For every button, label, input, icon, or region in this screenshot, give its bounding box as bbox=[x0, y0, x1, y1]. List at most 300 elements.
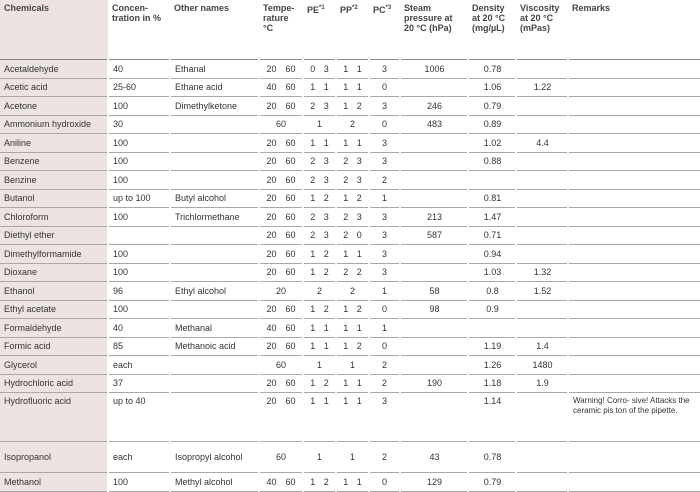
cell-other-names bbox=[170, 374, 259, 393]
cell-pp bbox=[336, 171, 369, 190]
header-pp-footnote: *2 bbox=[352, 5, 358, 11]
cell-pp bbox=[336, 442, 369, 473]
cell-pp-value: 2 bbox=[349, 119, 355, 130]
header-temperature: Tempe- rature °C bbox=[259, 0, 303, 60]
table-row bbox=[0, 60, 700, 79]
cell-concentration: 85 bbox=[108, 337, 170, 356]
cell-other-names: Ethanal bbox=[170, 60, 259, 79]
cell-temperature-value: 60 bbox=[275, 119, 286, 130]
cell-chemical: Hydrofluoric acid bbox=[0, 393, 108, 442]
table-row bbox=[0, 152, 700, 171]
cell-viscosity bbox=[516, 189, 568, 208]
cell-pp bbox=[336, 263, 369, 282]
cell-viscosity bbox=[516, 115, 568, 134]
cell-pp-high: 2 bbox=[356, 100, 362, 111]
cell-pe bbox=[303, 319, 336, 338]
cell-pp bbox=[336, 78, 369, 97]
cell-chemical: Ethanol bbox=[0, 282, 108, 301]
cell-pe-high: 1 bbox=[323, 396, 329, 406]
cell-steam-pressure bbox=[400, 263, 468, 282]
cell-pe-low: 1 bbox=[310, 476, 316, 487]
cell-steam-pressure: 1006 bbox=[400, 60, 468, 79]
cell-chemical: Ammonium hydroxide bbox=[0, 115, 108, 134]
cell-other-names: Isopropyl alcohol bbox=[170, 442, 259, 473]
cell-viscosity bbox=[516, 97, 568, 116]
cell-steam-pressure: 98 bbox=[400, 300, 468, 319]
cell-pe-low: 1 bbox=[310, 193, 316, 204]
cell-density: 0.89 bbox=[468, 115, 516, 134]
cell-remarks bbox=[568, 356, 700, 375]
cell-temperature bbox=[259, 208, 303, 227]
cell-other-names bbox=[170, 152, 259, 171]
cell-other-names bbox=[170, 226, 259, 245]
cell-temperature-low: 20 bbox=[266, 63, 277, 74]
cell-pe bbox=[303, 442, 336, 473]
cell-other-names bbox=[170, 245, 259, 264]
cell-temperature-low: 40 bbox=[266, 476, 277, 487]
cell-pe-low: 1 bbox=[310, 267, 316, 278]
cell-steam-pressure bbox=[400, 134, 468, 153]
cell-pe-low: 1 bbox=[310, 137, 316, 148]
cell-pp bbox=[336, 245, 369, 264]
cell-chemical: Benzene bbox=[0, 152, 108, 171]
cell-pe-high: 2 bbox=[323, 267, 329, 278]
cell-temperature-high: 60 bbox=[285, 230, 296, 241]
table-row bbox=[0, 374, 700, 393]
cell-temperature-low: 20 bbox=[266, 156, 277, 167]
cell-density: 0.78 bbox=[468, 442, 516, 473]
cell-temperature bbox=[259, 337, 303, 356]
cell-pc: 0 bbox=[369, 115, 400, 134]
cell-chemical: Chloroform bbox=[0, 208, 108, 227]
table-row bbox=[0, 134, 700, 153]
cell-other-names bbox=[170, 171, 259, 190]
cell-chemical: Ethyl acetate bbox=[0, 300, 108, 319]
cell-pe-low: 1 bbox=[310, 248, 316, 259]
table-row bbox=[0, 393, 700, 442]
cell-pp-low: 1 bbox=[343, 476, 349, 487]
cell-pp bbox=[336, 356, 369, 375]
cell-temperature-high: 60 bbox=[285, 82, 296, 93]
cell-pe-value: 1 bbox=[316, 119, 322, 130]
cell-pp bbox=[336, 152, 369, 171]
cell-pe-low: 1 bbox=[310, 396, 316, 406]
cell-pe-low: 0 bbox=[310, 63, 316, 74]
cell-temperature-value: 20 bbox=[275, 285, 286, 296]
cell-temperature-high: 60 bbox=[285, 137, 296, 148]
cell-pp-high: 1 bbox=[356, 396, 362, 406]
cell-remarks: Warning! Corro- sive! Attacks the ceramic pis ton of the pipette. bbox=[568, 393, 700, 442]
header-pe-footnote: *1 bbox=[319, 5, 325, 11]
cell-pp-low: 1 bbox=[343, 82, 349, 93]
cell-pc: 3 bbox=[369, 226, 400, 245]
cell-other-names: Methanal bbox=[170, 319, 259, 338]
cell-pp bbox=[336, 60, 369, 79]
cell-temperature-high: 60 bbox=[285, 267, 296, 278]
cell-other-names: Methyl alcohol bbox=[170, 473, 259, 492]
cell-pe-value: 2 bbox=[316, 285, 322, 296]
cell-pc: 1 bbox=[369, 319, 400, 338]
cell-pc: 1 bbox=[369, 189, 400, 208]
cell-pe bbox=[303, 226, 336, 245]
cell-pe bbox=[303, 208, 336, 227]
cell-other-names: Trichlormethane bbox=[170, 208, 259, 227]
cell-pp bbox=[336, 189, 369, 208]
header-pe-label: PE bbox=[307, 5, 320, 15]
header-pp bbox=[336, 0, 369, 60]
header-pc-label: PC bbox=[373, 5, 386, 15]
cell-chemical: Butanol bbox=[0, 189, 108, 208]
cell-pe-value: 1 bbox=[316, 359, 322, 370]
cell-temperature-high: 60 bbox=[285, 476, 296, 487]
cell-temperature-high: 60 bbox=[285, 211, 296, 222]
cell-temperature-high: 60 bbox=[285, 248, 296, 259]
cell-concentration: each bbox=[108, 356, 170, 375]
cell-pp-high: 1 bbox=[356, 248, 362, 259]
cell-concentration: 100 bbox=[108, 208, 170, 227]
cell-pe bbox=[303, 282, 336, 301]
cell-temperature-high: 60 bbox=[285, 322, 296, 333]
cell-temperature-high: 60 bbox=[285, 341, 296, 352]
cell-pe-high: 3 bbox=[323, 230, 329, 241]
cell-pc: 3 bbox=[369, 152, 400, 171]
header-pc bbox=[369, 0, 400, 60]
cell-viscosity bbox=[516, 319, 568, 338]
cell-remarks bbox=[568, 374, 700, 393]
cell-temperature-low: 20 bbox=[266, 211, 277, 222]
cell-pe bbox=[303, 393, 336, 442]
cell-temperature bbox=[259, 263, 303, 282]
cell-pe-high: 2 bbox=[323, 248, 329, 259]
cell-temperature-low: 20 bbox=[266, 174, 277, 185]
cell-remarks bbox=[568, 263, 700, 282]
cell-chemical: Formaldehyde bbox=[0, 319, 108, 338]
cell-temperature bbox=[259, 226, 303, 245]
cell-chemical: Acetone bbox=[0, 97, 108, 116]
cell-pe-high: 3 bbox=[323, 211, 329, 222]
cell-pp-high: 1 bbox=[356, 82, 362, 93]
cell-pp-low: 2 bbox=[343, 267, 349, 278]
cell-chemical: Hydrochloric acid bbox=[0, 374, 108, 393]
cell-density: 1.06 bbox=[468, 78, 516, 97]
cell-temperature bbox=[259, 171, 303, 190]
cell-other-names bbox=[170, 356, 259, 375]
cell-temperature bbox=[259, 282, 303, 301]
cell-concentration: 100 bbox=[108, 245, 170, 264]
cell-temperature bbox=[259, 97, 303, 116]
table-row bbox=[0, 208, 700, 227]
cell-pp bbox=[336, 226, 369, 245]
cell-pp-high: 1 bbox=[356, 378, 362, 389]
cell-pe-high: 1 bbox=[323, 137, 329, 148]
cell-pe-low: 1 bbox=[310, 322, 316, 333]
cell-temperature bbox=[259, 78, 303, 97]
cell-temperature-low: 20 bbox=[266, 378, 277, 389]
cell-pp-value: 1 bbox=[349, 452, 355, 462]
cell-other-names: Methanoic acid bbox=[170, 337, 259, 356]
cell-remarks bbox=[568, 115, 700, 134]
cell-steam-pressure: 58 bbox=[400, 282, 468, 301]
cell-remarks bbox=[568, 300, 700, 319]
cell-pp-low: 1 bbox=[343, 137, 349, 148]
cell-steam-pressure bbox=[400, 393, 468, 442]
cell-temperature bbox=[259, 374, 303, 393]
cell-temperature bbox=[259, 356, 303, 375]
cell-steam-pressure bbox=[400, 152, 468, 171]
cell-other-names: Ethane acid bbox=[170, 78, 259, 97]
cell-temperature bbox=[259, 152, 303, 171]
cell-viscosity bbox=[516, 226, 568, 245]
cell-pp-high: 3 bbox=[356, 174, 362, 185]
cell-pp-low: 1 bbox=[343, 100, 349, 111]
cell-viscosity: 4.4 bbox=[516, 134, 568, 153]
cell-other-names: Ethyl alcohol bbox=[170, 282, 259, 301]
cell-pe-high: 2 bbox=[323, 378, 329, 389]
table-row bbox=[0, 282, 700, 301]
cell-pe-low: 2 bbox=[310, 174, 316, 185]
cell-viscosity: 1.9 bbox=[516, 374, 568, 393]
cell-concentration: 30 bbox=[108, 115, 170, 134]
cell-concentration: 25-60 bbox=[108, 78, 170, 97]
cell-density: 0.88 bbox=[468, 152, 516, 171]
cell-pp-low: 2 bbox=[343, 156, 349, 167]
cell-pp-low: 1 bbox=[343, 248, 349, 259]
cell-pc: 3 bbox=[369, 245, 400, 264]
cell-pe-low: 2 bbox=[310, 230, 316, 241]
cell-temperature-high: 60 bbox=[285, 156, 296, 167]
cell-pe bbox=[303, 152, 336, 171]
cell-pp-value: 2 bbox=[349, 285, 355, 296]
cell-pe bbox=[303, 356, 336, 375]
cell-concentration: up to 100 bbox=[108, 189, 170, 208]
header-viscosity: Viscosity at 20 °C (mPas) bbox=[516, 0, 568, 60]
cell-other-names bbox=[170, 393, 259, 442]
cell-pp-high: 3 bbox=[356, 211, 362, 222]
cell-viscosity: 1.32 bbox=[516, 263, 568, 282]
cell-pe bbox=[303, 374, 336, 393]
cell-temperature bbox=[259, 442, 303, 473]
cell-chemical: Acetaldehyde bbox=[0, 60, 108, 79]
table-row bbox=[0, 300, 700, 319]
cell-temperature-low: 20 bbox=[266, 137, 277, 148]
cell-temperature-low: 20 bbox=[266, 396, 277, 406]
cell-viscosity: 1.4 bbox=[516, 337, 568, 356]
cell-remarks bbox=[568, 97, 700, 116]
cell-viscosity: 1.52 bbox=[516, 282, 568, 301]
cell-pc: 0 bbox=[369, 337, 400, 356]
table-row bbox=[0, 189, 700, 208]
cell-remarks bbox=[568, 319, 700, 338]
cell-pe-high: 1 bbox=[323, 82, 329, 93]
cell-chemical: Glycerol bbox=[0, 356, 108, 375]
table-row bbox=[0, 319, 700, 338]
cell-steam-pressure bbox=[400, 189, 468, 208]
header-remarks: Remarks bbox=[568, 0, 700, 60]
cell-temperature-high: 60 bbox=[285, 174, 296, 185]
cell-viscosity bbox=[516, 473, 568, 492]
cell-steam-pressure bbox=[400, 337, 468, 356]
cell-other-names bbox=[170, 115, 259, 134]
cell-temperature-low: 20 bbox=[266, 248, 277, 259]
cell-other-names: Butyl alcohol bbox=[170, 189, 259, 208]
cell-pe-high: 1 bbox=[323, 322, 329, 333]
table-row bbox=[0, 473, 700, 492]
cell-density: 1.18 bbox=[468, 374, 516, 393]
table-row bbox=[0, 115, 700, 134]
cell-pp bbox=[336, 300, 369, 319]
cell-viscosity bbox=[516, 300, 568, 319]
cell-pc: 1 bbox=[369, 282, 400, 301]
cell-other-names: Dimethylketone bbox=[170, 97, 259, 116]
cell-concentration: each bbox=[108, 442, 170, 473]
cell-concentration bbox=[108, 226, 170, 245]
cell-pe bbox=[303, 245, 336, 264]
cell-pe bbox=[303, 97, 336, 116]
cell-remarks bbox=[568, 60, 700, 79]
cell-concentration: 100 bbox=[108, 171, 170, 190]
cell-pe bbox=[303, 134, 336, 153]
cell-remarks bbox=[568, 152, 700, 171]
cell-concentration: 100 bbox=[108, 263, 170, 282]
cell-concentration: 37 bbox=[108, 374, 170, 393]
cell-other-names bbox=[170, 134, 259, 153]
cell-remarks bbox=[568, 208, 700, 227]
cell-steam-pressure: 213 bbox=[400, 208, 468, 227]
cell-steam-pressure: 246 bbox=[400, 97, 468, 116]
cell-steam-pressure bbox=[400, 78, 468, 97]
cell-pc: 3 bbox=[369, 208, 400, 227]
cell-pe-low: 1 bbox=[310, 378, 316, 389]
cell-pe-high: 2 bbox=[323, 193, 329, 204]
cell-pp-high: 2 bbox=[356, 304, 362, 315]
cell-pc: 3 bbox=[369, 263, 400, 282]
cell-pc: 0 bbox=[369, 78, 400, 97]
cell-pp-high: 1 bbox=[356, 63, 362, 74]
cell-chemical: Benzine bbox=[0, 171, 108, 190]
header-pp-label: PP bbox=[340, 5, 353, 15]
cell-steam-pressure bbox=[400, 356, 468, 375]
cell-temperature-low: 20 bbox=[266, 341, 277, 352]
cell-pe-high: 1 bbox=[323, 341, 329, 352]
cell-pc: 3 bbox=[369, 97, 400, 116]
cell-steam-pressure: 190 bbox=[400, 374, 468, 393]
table-row bbox=[0, 442, 700, 473]
cell-temperature-high: 60 bbox=[285, 378, 296, 389]
cell-pp-low: 1 bbox=[343, 396, 349, 406]
cell-temperature bbox=[259, 319, 303, 338]
header-other-names: Other names bbox=[170, 0, 259, 60]
cell-pe-low: 1 bbox=[310, 341, 316, 352]
cell-temperature-low: 20 bbox=[266, 100, 277, 111]
cell-chemical: Isopropanol bbox=[0, 442, 108, 473]
cell-concentration: up to 40 bbox=[108, 393, 170, 442]
cell-remarks bbox=[568, 473, 700, 492]
cell-pc: 2 bbox=[369, 171, 400, 190]
cell-pc: 0 bbox=[369, 473, 400, 492]
cell-remarks bbox=[568, 337, 700, 356]
cell-pe bbox=[303, 78, 336, 97]
cell-pp bbox=[336, 473, 369, 492]
cell-pp-low: 1 bbox=[343, 304, 349, 315]
cell-viscosity bbox=[516, 60, 568, 79]
cell-pp-low: 1 bbox=[343, 341, 349, 352]
cell-density: 1.47 bbox=[468, 208, 516, 227]
header-concentration: Concen- tration in % bbox=[108, 0, 170, 60]
cell-pe-high: 3 bbox=[323, 156, 329, 167]
cell-pe-high: 3 bbox=[323, 100, 329, 111]
cell-pe bbox=[303, 60, 336, 79]
cell-pe bbox=[303, 263, 336, 282]
cell-temperature-high: 60 bbox=[285, 63, 296, 74]
cell-pp bbox=[336, 282, 369, 301]
cell-pp bbox=[336, 374, 369, 393]
cell-pc: 3 bbox=[369, 393, 400, 442]
table-row bbox=[0, 171, 700, 190]
cell-pp-high: 2 bbox=[356, 267, 362, 278]
cell-density: 1.02 bbox=[468, 134, 516, 153]
cell-pe-low: 2 bbox=[310, 156, 316, 167]
cell-pp-high: 3 bbox=[356, 156, 362, 167]
cell-remarks bbox=[568, 282, 700, 301]
cell-pp-high: 2 bbox=[356, 341, 362, 352]
cell-steam-pressure bbox=[400, 171, 468, 190]
cell-pe-low: 1 bbox=[310, 304, 316, 315]
cell-temperature bbox=[259, 189, 303, 208]
cell-temperature-low: 20 bbox=[266, 304, 277, 315]
header-chemicals: Chemicals bbox=[0, 0, 108, 60]
cell-density: 1.14 bbox=[468, 393, 516, 442]
cell-pp bbox=[336, 208, 369, 227]
cell-temperature bbox=[259, 393, 303, 442]
cell-pc: 2 bbox=[369, 356, 400, 375]
cell-concentration: 100 bbox=[108, 134, 170, 153]
cell-density: 0.9 bbox=[468, 300, 516, 319]
cell-temperature-high: 60 bbox=[285, 100, 296, 111]
cell-pp-value: 1 bbox=[349, 359, 355, 370]
cell-pp-low: 1 bbox=[343, 378, 349, 389]
cell-pe bbox=[303, 115, 336, 134]
cell-concentration: 40 bbox=[108, 60, 170, 79]
cell-pp-high: 1 bbox=[356, 322, 362, 333]
cell-density: 0.79 bbox=[468, 97, 516, 116]
table-row bbox=[0, 226, 700, 245]
cell-concentration: 100 bbox=[108, 97, 170, 116]
cell-chemical: Methanol bbox=[0, 473, 108, 492]
cell-viscosity bbox=[516, 171, 568, 190]
cell-density: 0.94 bbox=[468, 245, 516, 264]
cell-pp bbox=[336, 337, 369, 356]
cell-viscosity bbox=[516, 393, 568, 442]
cell-chemical: Diethyl ether bbox=[0, 226, 108, 245]
cell-pp-low: 2 bbox=[343, 174, 349, 185]
cell-chemical: Aniline bbox=[0, 134, 108, 153]
table-row bbox=[0, 337, 700, 356]
cell-pp bbox=[336, 134, 369, 153]
table-row bbox=[0, 263, 700, 282]
table-body bbox=[0, 60, 700, 492]
cell-pp bbox=[336, 115, 369, 134]
cell-density: 0.79 bbox=[468, 473, 516, 492]
cell-density bbox=[468, 319, 516, 338]
cell-viscosity bbox=[516, 442, 568, 473]
cell-chemical: Acetic acid bbox=[0, 78, 108, 97]
header-pe bbox=[303, 0, 336, 60]
cell-remarks bbox=[568, 78, 700, 97]
cell-temperature bbox=[259, 473, 303, 492]
header-steam-pressure: Steam pressure at 20 °C (hPa) bbox=[400, 0, 468, 60]
table-row bbox=[0, 356, 700, 375]
cell-concentration: 96 bbox=[108, 282, 170, 301]
